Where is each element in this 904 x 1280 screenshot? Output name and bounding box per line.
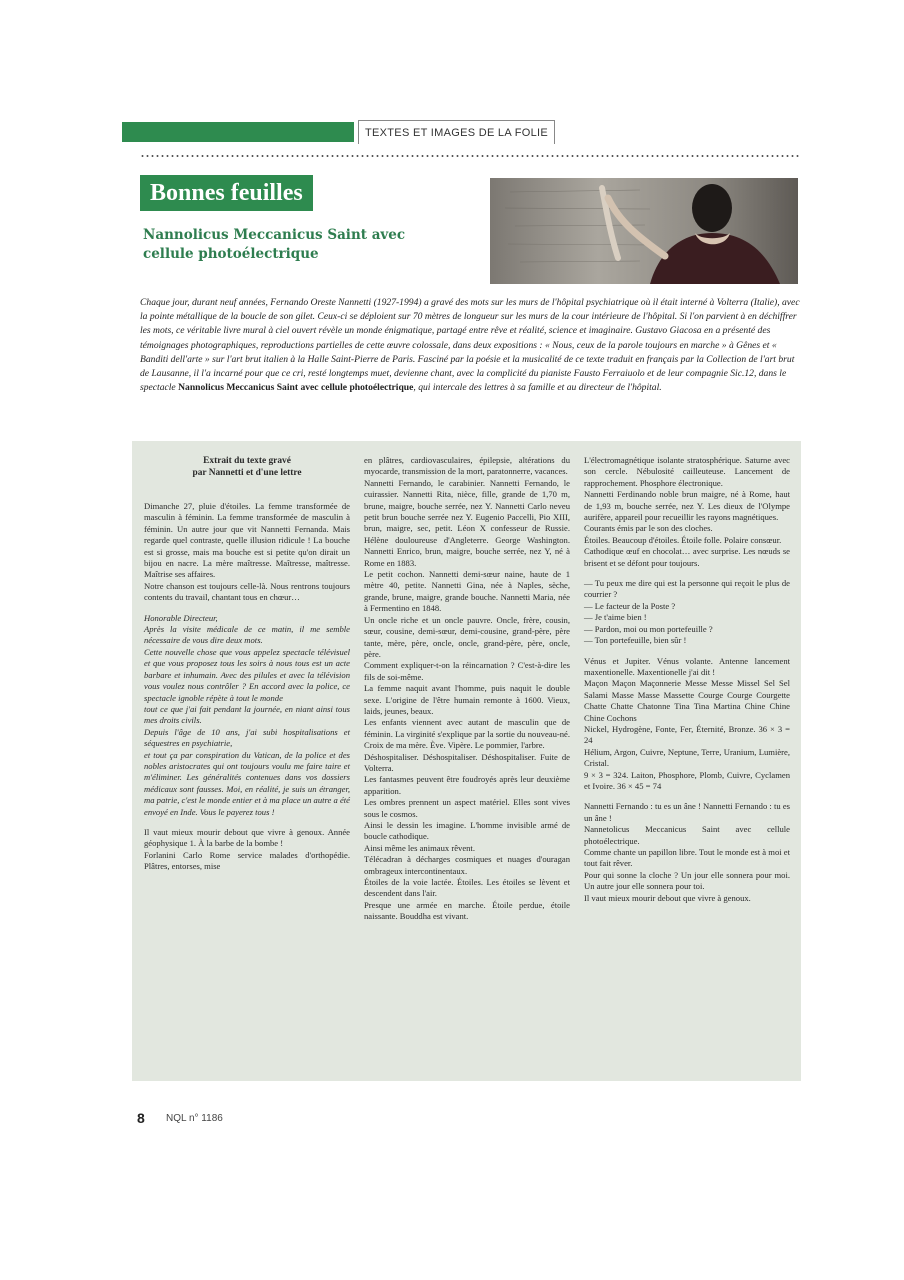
article-photo: [490, 178, 798, 284]
paragraph: Comme chante un papillon libre. Tout le monde est à moi et tout fait rêver.: [584, 847, 790, 869]
paragraph: Déshospitaliser. Déshospitaliser. Déshospitaliser. Fuite de Volterra.: [364, 751, 570, 773]
extract-column-1: [144, 455, 350, 873]
paragraph: Nannetti Fernando, le carabinier. Nannetti Fernando, le cuirassier. Nannetti Rita, nièce, fille, grande de 1,70 m, brune, maigre, bouche serrée, nez Y. Nannetti Carlo neveu petit brun bouche serrée nez Y. Eugenio Paccelli, Pio XIII, brun, maigre, sec, petit. Léon X confesseur de Russie. Hélène douloureuse d'Angleterre. George Washington. Nannetti Enrico, brun, maigre, bouche serrée, nez Y, né à Rome en 1883.: [364, 477, 570, 568]
paragraph: Dimanche 27, pluie d'étoiles. La femme transformée de masculin à féminin. La femme transformée de masculin à féminin. Un autre jour que vit Nannetti Fernanda. Mais regarde quel contraste, quelle illusion ridicule ! La bouche est si grosse, mais ma bouche est si petite qu'on dirait un bijou en nacre. La mère maîtresse. Maîtresse, maîtresse. Maîtrise ses affaires.: [144, 501, 350, 580]
dialogue-line: — Le facteur de la Poste ?: [584, 600, 676, 611]
letter-paragraph: et tout ça par conspiration du Vatican, de la police et des nobles aristocrates qui ont toujours voulu me faire taire et m'éliminer. Les généralités contenues dans vos dossiers médicaux sont fausses. Moi, en réalité, je suis un étranger, ma patrie, c'est le monde entier et à ma place un autre a été envoyé en Inde. Vous le payerez tous !: [144, 749, 350, 817]
dialogue-line: — Ton portefeuille, bien sûr !: [584, 635, 687, 646]
extract-box: [132, 441, 801, 1081]
paragraph: Un oncle riche et un oncle pauvre. Oncle, frère, cousin, sœur, cousine, demi-sœur, demi-cousine, grand-père, père tante, mère, père, oncle, oncle, grand-père, père, oncle, père.: [364, 614, 570, 659]
issue-label: NQL n° 1186: [166, 1113, 223, 1124]
paragraph: La femme naquit avant l'homme, puis naquit le double sexe. L'origine de l'être humain remonte à 1600. Vieux, laids, jeunes, beaux.: [364, 683, 570, 716]
paragraph: Forlanini Carlo Rome service malades d'orthopédie. Plâtres, entorses, mise: [144, 849, 350, 872]
paragraph: Comment expliquer-t-on la réincarnation ? C'est-à-dire les fils de soi-même.: [364, 660, 570, 682]
section-label: TEXTES ET IMAGES DE LA FOLIE: [358, 120, 555, 144]
article-intro: [140, 296, 800, 395]
paragraph: Nannetolicus Meccanicus Saint avec cellule photoélectrique.: [584, 824, 790, 846]
letter-paragraph: Cette nouvelle chose que vous appelez spectacle télévisuel et que vous proposez tous les soirs à nous tous est un acte barbare et inhumain. Avec des pilules et avec la télévision vous voulez nous contrôler ? En accord avec la police, ce spectacle ignoble répète à tout le monde: [144, 646, 350, 703]
paragraph: Ainsi le dessin les imagine. L'homme invisible armé de boucle cathodique.: [364, 820, 570, 842]
letter-paragraph: tout ce que j'ai fait pendant la journée, en niant ainsi tous mes droits civils.: [144, 703, 350, 726]
paragraph: Cathodique œuf en chocolat… avec surprise. Les nœuds se brisent et se défont pour toujours.: [584, 546, 790, 568]
paragraph: Télécadran à décharges cosmiques et nuages d'ouragan ombrageux intercontinentaux.: [364, 854, 570, 876]
paragraph: Courants émis par le son des cloches.: [584, 523, 713, 534]
paragraph: Il vaut mieux mourir debout que vivre à genoux.: [584, 892, 751, 903]
letter-paragraph: Après la visite médicale de ce matin, il me semble nécessaire de vous dire deux mots.: [144, 624, 350, 646]
paragraph: Hélium, Argon, Cuivre, Neptune, Terre, Uranium, Lumière, Cristal.: [584, 746, 790, 769]
paragraph: Les enfants viennent avec autant de masculin que de féminin. La virginité s'explique par la sortie du nouveau-né. Croix de ma mère. Ève. Vipère. Le pommier, l'arbre.: [364, 717, 570, 751]
extract-title-line1: Extrait du texte gravé: [203, 456, 291, 466]
dialogue-line: — Je t'aime bien !: [584, 612, 647, 623]
dotted-divider: [140, 155, 800, 157]
paragraph: en plâtres, cardiovasculaires, épilepsie, altérations du myocarde, transmission de la mort, paratonnerre, vacances.: [364, 455, 570, 477]
intro-text: Chaque jour, durant neuf années, Fernando Oreste Nannetti (1927-1994) a gravé des mots sur les murs de l'hôpital psychiatrique où il était interné à Volterra (Italie), avec la pointe métallique de la boucle de son gilet. Ceux-ci se déploient sur 70 mètres de longueur sur les murs de la cour intérieure de l'hôpital. Si l'on parvient à en déchiffrer les mots, ce véritable livre mural à ciel ouvert révèle un monde énigmatique, partagé entre rêve et réalité, science et imaginaire. Gustavo Giacosa en a présenté des témoignages photographiques, reproductions partielles de cette œuvre colossale, dans deux expositions : « Nous, ceux de la parole toujours en marche » à Gênes et « Banditi dell'arte » sur l'art brut italien à la Halle Saint-Pierre de Paris. Fasciné par la poésie et la musicalité de ce texte traduit en français par la Collection de l'art brut de Lausanne, il l'a incarné pour que ce cri, resté longtemps muet, devienne chant, avec la complicité du pianiste Fausto Ferraiuolo et de leur compagnie Sic.12, dans le spectacle: [140, 297, 800, 394]
article-subtitle: Nannolicus Meccanicus Saint avec cellule photoélectrique: [143, 227, 406, 262]
page-number: 8: [137, 1110, 145, 1126]
letter-greeting: Honorable Directeur,: [144, 612, 218, 623]
extract-title: [144, 455, 350, 479]
paragraph: Les ombres prennent un aspect matériel. Elles sont vives sous le cosmos.: [364, 797, 570, 819]
paragraph: Étoiles de la voie lactée. Étoiles. Les étoiles se lèvent et descendent dans l'air.: [364, 877, 570, 899]
paragraph: L'électromagnétique isolante stratosphérique. Saturne avec son cercle. Nébulosité cailleuteuse. Lancement de rapprochement. Phosphore électronique.: [584, 455, 790, 488]
intro-text-end: , qui intercale des lettres à sa famille et au directeur de l'hôpital.: [413, 382, 662, 394]
paragraph: Vénus et Jupiter. Vénus volante. Antenne lancement maxentionelle. Maxentionelle j'ai dit !: [584, 655, 790, 677]
paragraph: Notre chanson est toujours celle-là. Nous rentrons toujours contents du travail, chantant tous en chœur…: [144, 580, 350, 603]
paragraph: Nannetti Ferdinando noble brun maigre, né à Rome, haut de 1,93 m, bouche serrée, nez Y. Les dieux de l'Olympe aurifère, appareil pour recueillir les rayons magnétiques.: [584, 489, 790, 523]
extract-column-3: [584, 455, 790, 904]
section-title: Bonnes feuilles: [140, 175, 313, 211]
paragraph: Nannetti Fernando : tu es un âne ! Nannetti Fernando : tu es un âne !: [584, 801, 790, 823]
paragraph: Presque une armée en marche. Étoile perdue, étoile naissante. Bouddha est vivant.: [364, 899, 570, 922]
paragraph: Le petit cochon. Nannetti demi-sœur naine, haute de 1 mètre 40, petite. Nannetti Gina, née à Naples, sèche, grande, brune, maigre, grande bouche. Nannetti Maria, née à Fermentino en 1848.: [364, 569, 570, 614]
paragraph: Nickel, Hydrogène, Fonte, Fer, Éternité, Bronze. 36 × 3 = 24: [584, 723, 790, 746]
paragraph: Étoiles. Beaucoup d'étoiles. Étoile folle. Polaire consœur.: [584, 534, 782, 545]
paragraph: 9 × 3 = 324. Laiton, Phosphore, Plomb, Cuivre, Cyclamen et Ivoire. 36 × 45 = 74: [584, 769, 790, 791]
letter-paragraph: Depuis l'âge de 10 ans, j'ai subi hospitalisations et séquestres en psychiatrie,: [144, 726, 350, 749]
extract-title-line2: par Nannetti et d'une lettre: [192, 468, 302, 478]
paragraph: Pour qui sonne la cloche ? Un jour elle sonnera pour moi. Un autre jour elle sonnera pour toi.: [584, 869, 790, 892]
intro-show-title: Nannolicus Meccanicus Saint avec cellule photoélectrique: [178, 382, 414, 394]
dialogue-line: — Pardon, moi ou mon portefeuille ?: [584, 623, 713, 634]
header-accent-bar: [122, 122, 354, 142]
extract-column-2: [364, 455, 570, 923]
paragraph: Maçon Maçon Maçonnerie Messe Messe Missel Sel Sel Salami Masse Masse Massette Courge Courge Courgette Chatte Chatte Chatonne Tina Tina Martina Chine Chine Chine Cochons: [584, 678, 790, 723]
dialogue-line: — Tu peux me dire qui est la personne qui reçoit le plus de courrier ?: [584, 578, 790, 600]
paragraph: Ainsi même les animaux rêvent.: [364, 842, 475, 853]
paragraph: Il vaut mieux mourir debout que vivre à genoux. Année géophysique 1. À la barbe de la bombe !: [144, 826, 350, 849]
photo-illustration: [490, 178, 798, 284]
paragraph: Les fantasmes peuvent être foudroyés après leur deuxième apparition.: [364, 774, 570, 796]
